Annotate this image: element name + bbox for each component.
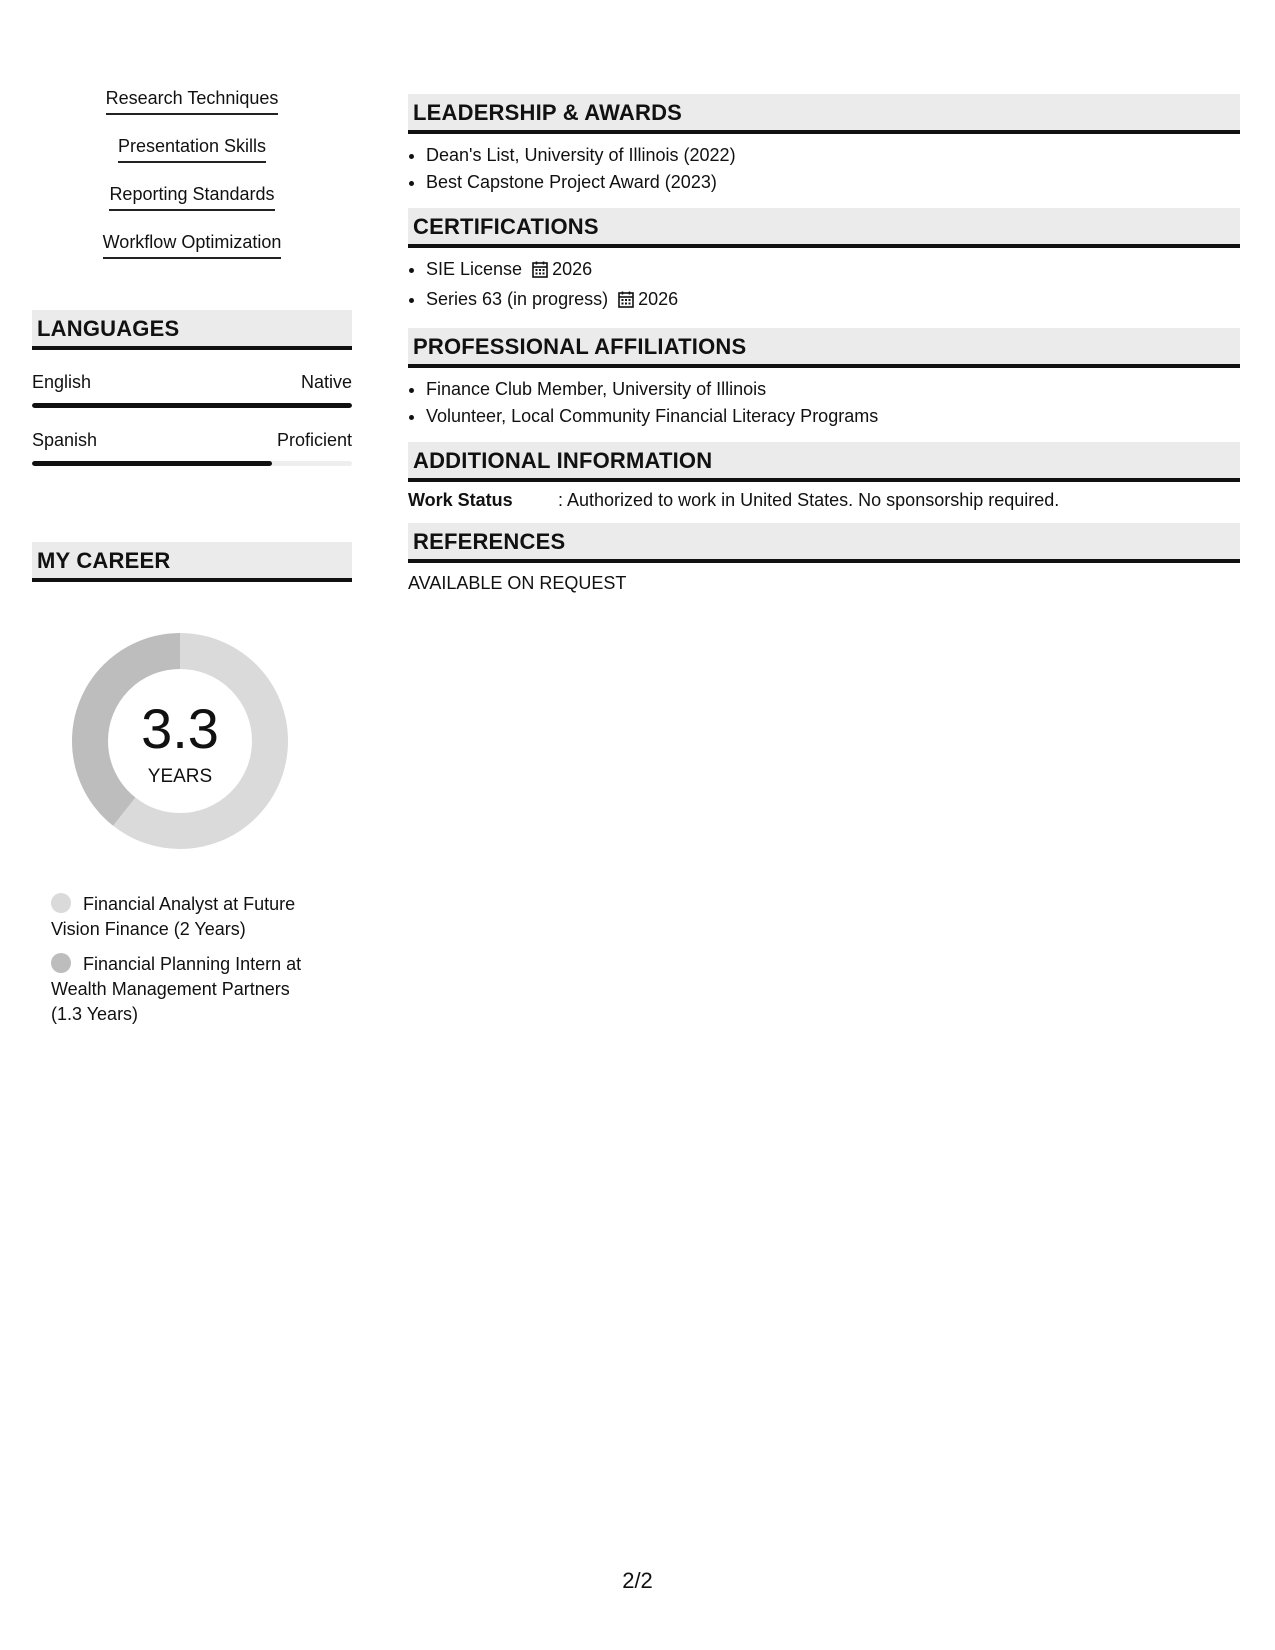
affiliations-section [408,328,1240,430]
language-proficiency-bar [32,403,352,408]
career-legend-item [51,952,321,1027]
additional-info-section [408,442,1240,511]
work-status-value: : Authorized to work in United States. No sponsorship required. [558,490,1060,510]
language-item [32,372,352,408]
references-heading: REFERENCES [408,523,1240,563]
leadership-heading: LEADERSHIP & AWARDS [408,94,1240,134]
career-legend-item [51,892,321,942]
language-name: English [32,372,92,392]
skill-item: Reporting Standards [109,184,274,211]
skill-item: Research Techniques [106,88,279,115]
legend-dot-icon [51,893,71,913]
languages-section [32,310,352,466]
language-name: Spanish [32,430,98,450]
language-level: Proficient [276,430,352,450]
certification-name: Series 63 (in progress) [426,289,609,309]
legend-dot-icon [51,953,71,973]
language-proficiency-fill [32,403,352,408]
certification-item [426,256,1240,286]
calendar-icon [532,259,548,286]
certifications-section [408,208,1240,316]
career-legend-label: Financial Analyst at Future Vision Finance (2 Years) [51,894,296,939]
career-legend [51,892,321,1027]
career-heading: MY CAREER [32,542,352,582]
career-total-unit: YEARS [147,766,213,787]
career-total-years: 3.3 [141,697,219,760]
certification-item [426,286,1240,316]
certification-name: SIE License [426,259,523,279]
skill-item: Workflow Optimization [103,232,282,259]
languages-heading: LANGUAGES [32,310,352,350]
leadership-item: • Dean's List, University of Illinois (2022) [426,142,1240,169]
certification-year: 2026 [552,259,593,279]
references-section [408,523,1240,594]
additional-info-heading: ADDITIONAL INFORMATION [408,442,1240,482]
right-column [408,94,1240,606]
leadership-item: • Best Capstone Project Award (2023) [426,169,1240,196]
page-number: 2/2 [622,1568,653,1593]
certification-year: 2026 [638,289,679,309]
certifications-heading: CERTIFICATIONS [408,208,1240,248]
left-column [32,84,352,1037]
leadership-section [408,94,1240,196]
skills-list [32,84,352,276]
skill-item: Presentation Skills [118,136,266,163]
work-status-row [408,490,1240,511]
calendar-icon [618,289,634,316]
affiliation-item: • Volunteer, Local Community Financial Literacy Programs [426,403,1240,430]
language-item [32,430,352,466]
work-status-label: Work Status [408,490,513,510]
affiliation-item: • Finance Club Member, University of Illinois [426,376,1240,403]
career-donut-chart [65,626,295,856]
language-level: Native [300,372,352,392]
language-proficiency-bar [32,461,352,466]
references-text: AVAILABLE ON REQUEST [408,573,627,593]
career-section [32,542,352,1027]
affiliations-heading: PROFESSIONAL AFFILIATIONS [408,328,1240,368]
career-legend-label: Financial Planning Intern at Wealth Management Partners (1.3 Years) [51,954,302,1024]
language-proficiency-fill [32,461,272,466]
